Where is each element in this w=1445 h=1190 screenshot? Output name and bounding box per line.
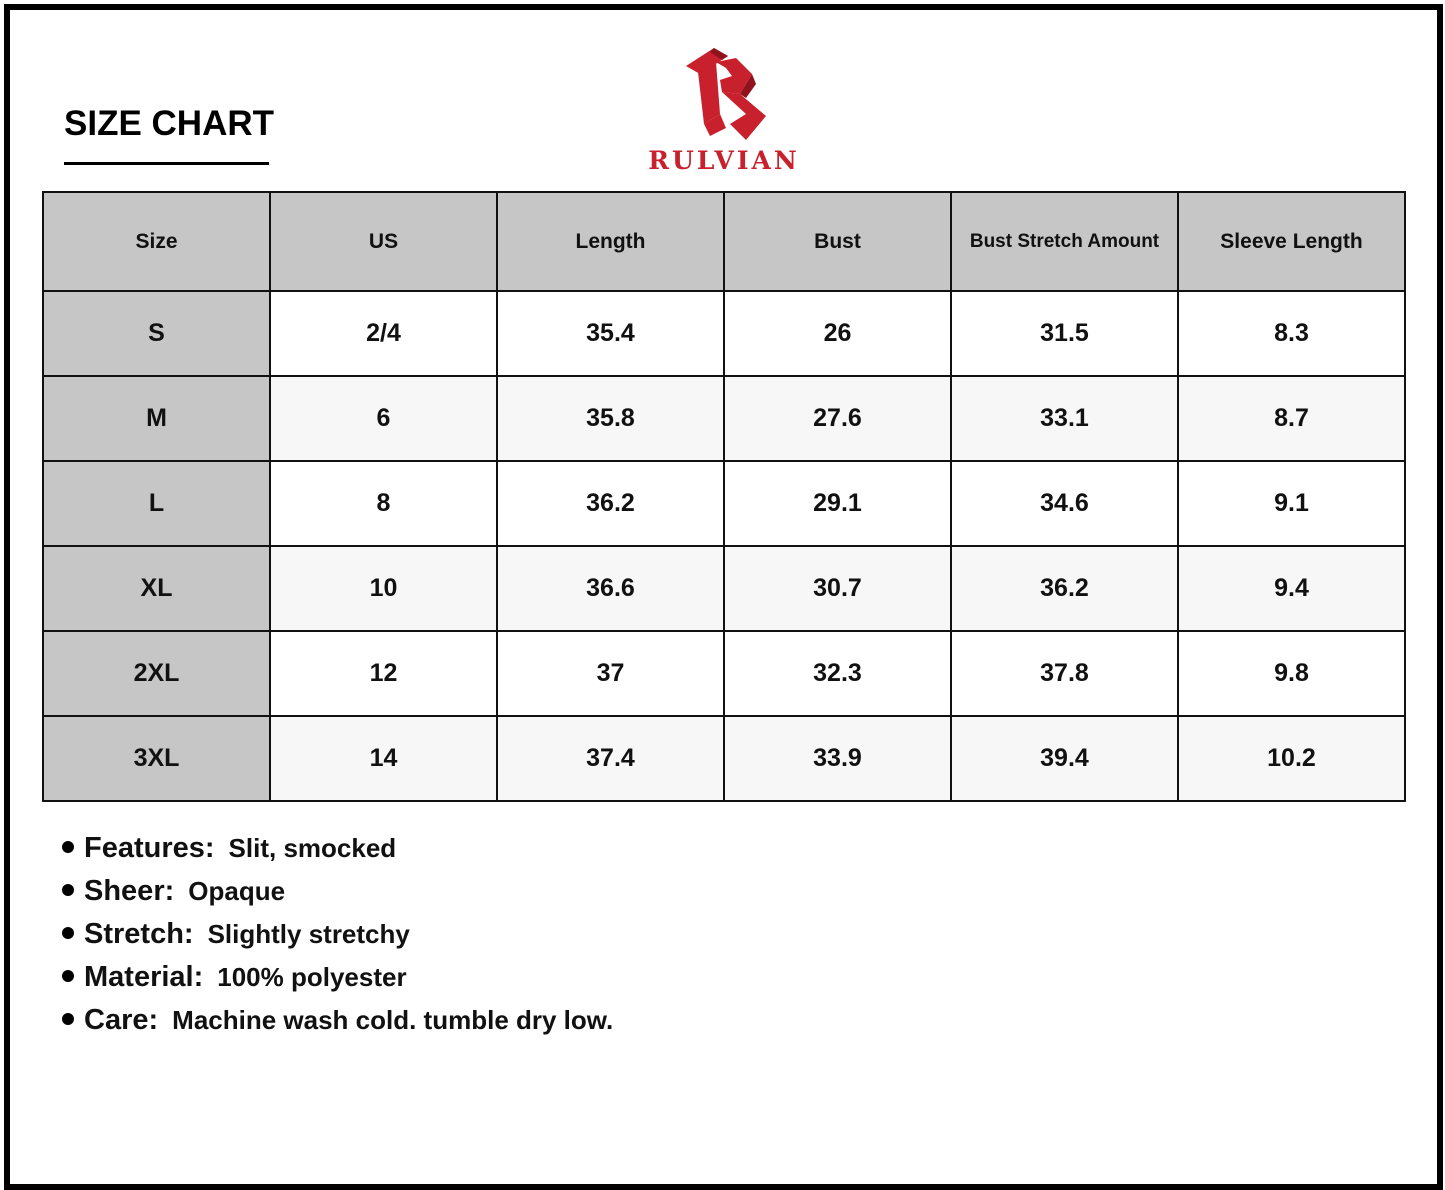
header-bust-stretch: Bust Stretch Amount bbox=[951, 192, 1178, 291]
bust-cell: 27.6 bbox=[724, 376, 951, 461]
length-cell: 35.4 bbox=[497, 291, 724, 376]
bust-cell: 33.9 bbox=[724, 716, 951, 801]
bust-stretch-cell: 36.2 bbox=[951, 546, 1178, 631]
feature-label: Material: bbox=[84, 961, 204, 993]
sleeve-length-cell: 9.1 bbox=[1178, 461, 1405, 546]
brand-logo bbox=[630, 40, 820, 180]
product-features-list bbox=[62, 832, 613, 1047]
header-us: US bbox=[270, 192, 497, 291]
size-cell: L bbox=[43, 461, 270, 546]
table-row bbox=[43, 376, 1405, 461]
bullet-icon bbox=[62, 970, 74, 982]
feature-item-material bbox=[62, 961, 613, 1004]
us-cell: 6 bbox=[270, 376, 497, 461]
bullet-icon bbox=[62, 841, 74, 853]
length-cell: 36.2 bbox=[497, 461, 724, 546]
feature-item-sheer bbox=[62, 875, 613, 918]
feature-label: Stretch: bbox=[84, 918, 194, 950]
sleeve-length-cell: 8.7 bbox=[1178, 376, 1405, 461]
bust-cell: 30.7 bbox=[724, 546, 951, 631]
bust-stretch-cell: 39.4 bbox=[951, 716, 1178, 801]
bust-stretch-cell: 31.5 bbox=[951, 291, 1178, 376]
feature-label: Features: bbox=[84, 832, 215, 864]
sleeve-length-cell: 8.3 bbox=[1178, 291, 1405, 376]
bust-cell: 32.3 bbox=[724, 631, 951, 716]
length-cell: 35.8 bbox=[497, 376, 724, 461]
header-length: Length bbox=[497, 192, 724, 291]
size-cell: 2XL bbox=[43, 631, 270, 716]
feature-value: Slightly stretchy bbox=[207, 919, 410, 949]
feature-label: Care: bbox=[84, 1004, 159, 1036]
length-cell: 37 bbox=[497, 631, 724, 716]
table-row bbox=[43, 461, 1405, 546]
bust-cell: 26 bbox=[724, 291, 951, 376]
us-cell: 10 bbox=[270, 546, 497, 631]
header-size: Size bbox=[43, 192, 270, 291]
feature-value: Machine wash cold. tumble dry low. bbox=[172, 1005, 614, 1035]
header-sleeve-length: Sleeve Length bbox=[1178, 192, 1405, 291]
us-cell: 2/4 bbox=[270, 291, 497, 376]
length-cell: 36.6 bbox=[497, 546, 724, 631]
us-cell: 8 bbox=[270, 461, 497, 546]
us-cell: 14 bbox=[270, 716, 497, 801]
table-row bbox=[43, 716, 1405, 801]
bust-cell: 29.1 bbox=[724, 461, 951, 546]
table-header-row bbox=[43, 192, 1405, 291]
sleeve-length-cell: 9.4 bbox=[1178, 546, 1405, 631]
sleeve-length-cell: 10.2 bbox=[1178, 716, 1405, 801]
bullet-icon bbox=[62, 1013, 74, 1025]
page-title: SIZE CHART bbox=[64, 104, 274, 143]
title-underline bbox=[64, 162, 269, 165]
feature-item-care bbox=[62, 1004, 613, 1047]
feature-value: Slit, smocked bbox=[228, 833, 397, 863]
size-cell: XL bbox=[43, 546, 270, 631]
feature-item-features bbox=[62, 832, 613, 875]
bust-stretch-cell: 33.1 bbox=[951, 376, 1178, 461]
size-chart-table bbox=[42, 191, 1406, 802]
feature-item-stretch bbox=[62, 918, 613, 961]
header-bust: Bust bbox=[724, 192, 951, 291]
feature-value: Opaque bbox=[188, 876, 286, 906]
sleeve-length-cell: 9.8 bbox=[1178, 631, 1405, 716]
size-cell: 3XL bbox=[43, 716, 270, 801]
length-cell: 37.4 bbox=[497, 716, 724, 801]
size-cell: S bbox=[43, 291, 270, 376]
us-cell: 12 bbox=[270, 631, 497, 716]
brand-r-mark-icon bbox=[676, 44, 772, 144]
table-row bbox=[43, 631, 1405, 716]
bust-stretch-cell: 37.8 bbox=[951, 631, 1178, 716]
bust-stretch-cell: 34.6 bbox=[951, 461, 1178, 546]
bullet-icon bbox=[62, 927, 74, 939]
feature-value: 100% polyester bbox=[217, 962, 407, 992]
table-row bbox=[43, 546, 1405, 631]
feature-label: Sheer: bbox=[84, 875, 175, 907]
bullet-icon bbox=[62, 884, 74, 896]
table-row bbox=[43, 291, 1405, 376]
brand-name: RULVIAN bbox=[648, 146, 800, 175]
size-cell: M bbox=[43, 376, 270, 461]
